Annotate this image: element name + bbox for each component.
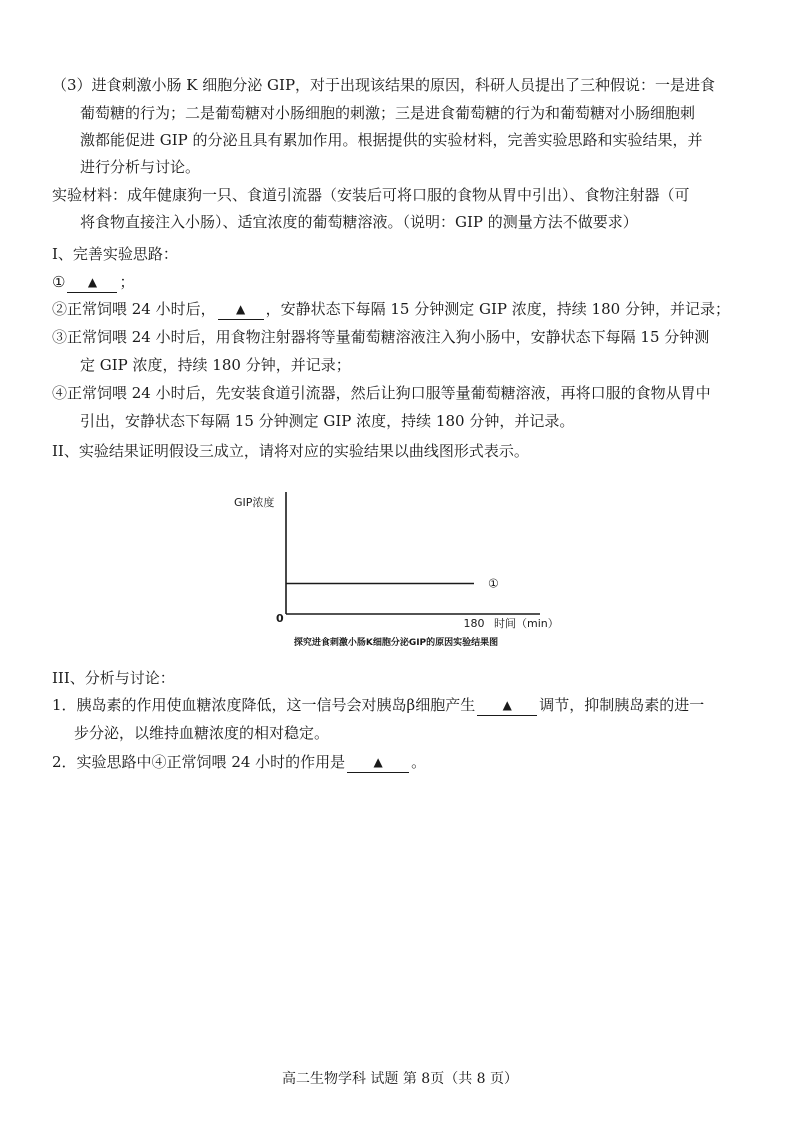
- triangle-marker-icon: ▲: [87, 275, 98, 289]
- q3-line-2: 葡萄糖的行为；二是葡萄糖对小肠细胞的刺激；三是进食葡萄糖的行为和葡萄糖对小肠细胞刺: [80, 104, 696, 122]
- item-2-prefix: 2．实验思路中④正常饲喂 24 小时的作用是: [52, 753, 346, 771]
- triangle-marker-icon: ▲: [373, 755, 383, 769]
- step-1-suffix: ；: [119, 273, 135, 291]
- triangle-marker-icon: ▲: [236, 302, 246, 316]
- x-axis-label: 时间（min）: [494, 617, 559, 630]
- step-2-suffix: ，安静状态下每隔 15 分钟测定 GIP 浓度，持续 180 分钟，并记录；: [265, 300, 730, 318]
- step-4-line-1: ④正常饲喂 24 小时后，先安装食道引流器，然后让狗口服等量葡萄糖溶液，再将口服的食物从胃中: [52, 384, 711, 402]
- step-1: [52, 271, 134, 293]
- y-axis-label: GIP浓度: [234, 496, 275, 509]
- answer-blank-3[interactable]: [477, 696, 537, 716]
- x-tick-label-180: 180: [463, 617, 485, 630]
- item-1-line-1: [52, 694, 704, 716]
- q3-line-1: （3）进食刺激小肠 K 细胞分泌 GIP，对于出现该结果的原因，科研人员提出了三种假说：一是进食: [52, 76, 716, 94]
- section-3-heading: III、分析与讨论：: [52, 669, 175, 687]
- item-1-prefix: 1．胰岛素的作用使血糖浓度降低，这一信号会对胰岛β细胞产生: [52, 696, 476, 714]
- answer-blank-4[interactable]: [347, 753, 409, 773]
- origin-label: 0: [276, 612, 284, 625]
- section-2-heading: II、实验结果证明假设三成立，请将对应的实验结果以曲线图形式表示。: [52, 442, 529, 460]
- materials-line-2: 将食物直接注入小肠）、适宜浓度的葡萄糖溶液。（说明：GIP 的测量方法不做要求）: [80, 213, 638, 231]
- answer-blank-1[interactable]: [67, 273, 117, 293]
- item-1-suffix: 调节，抑制胰岛素的进一: [539, 696, 705, 714]
- step-3-line-1: ③正常饲喂 24 小时后，用食物注射器将等量葡萄糖溶液注入狗小肠中，安静状态下每隔 15 分钟测: [52, 328, 710, 346]
- step-2-prefix: ②正常饲喂 24 小时后，: [52, 300, 216, 318]
- series-label-1: ①: [488, 576, 499, 591]
- q3-line-3: 激都能促进 GIP 的分泌且具有累加作用。根据提供的实验材料，完善实验思路和实验结果，并: [80, 131, 703, 149]
- step-1-prefix: ①: [52, 273, 66, 291]
- item-2: [52, 751, 426, 773]
- chart-caption: 探究进食刺激小肠K细胞分泌GIP的原因实验结果图: [293, 638, 499, 648]
- answer-blank-2[interactable]: [218, 300, 264, 320]
- item-2-suffix: 。: [411, 753, 427, 771]
- step-4-line-2: 引出，安静状态下每隔 15 分钟测定 GIP 浓度，持续 180 分钟，并记录。: [80, 412, 575, 430]
- page-footer: 高二生物学科 试题 第 8页（共 8 页）: [281, 1071, 519, 1087]
- result-chart: [220, 482, 580, 652]
- q3-line-4: 进行分析与讨论。: [80, 158, 201, 176]
- item-1-line-2: 步分泌，以维持血糖浓度的相对稳定。: [74, 724, 330, 742]
- step-3-line-2: 定 GIP 浓度，持续 180 分钟，并记录；: [80, 356, 351, 374]
- section-1-heading: I、完善实验思路：: [52, 245, 178, 263]
- step-2: [52, 298, 730, 320]
- materials-line-1: 实验材料：成年健康狗一只、食道引流器（安装后可将口服的食物从胃中引出）、食物注射器（可: [52, 186, 690, 204]
- triangle-marker-icon: ▲: [502, 698, 512, 712]
